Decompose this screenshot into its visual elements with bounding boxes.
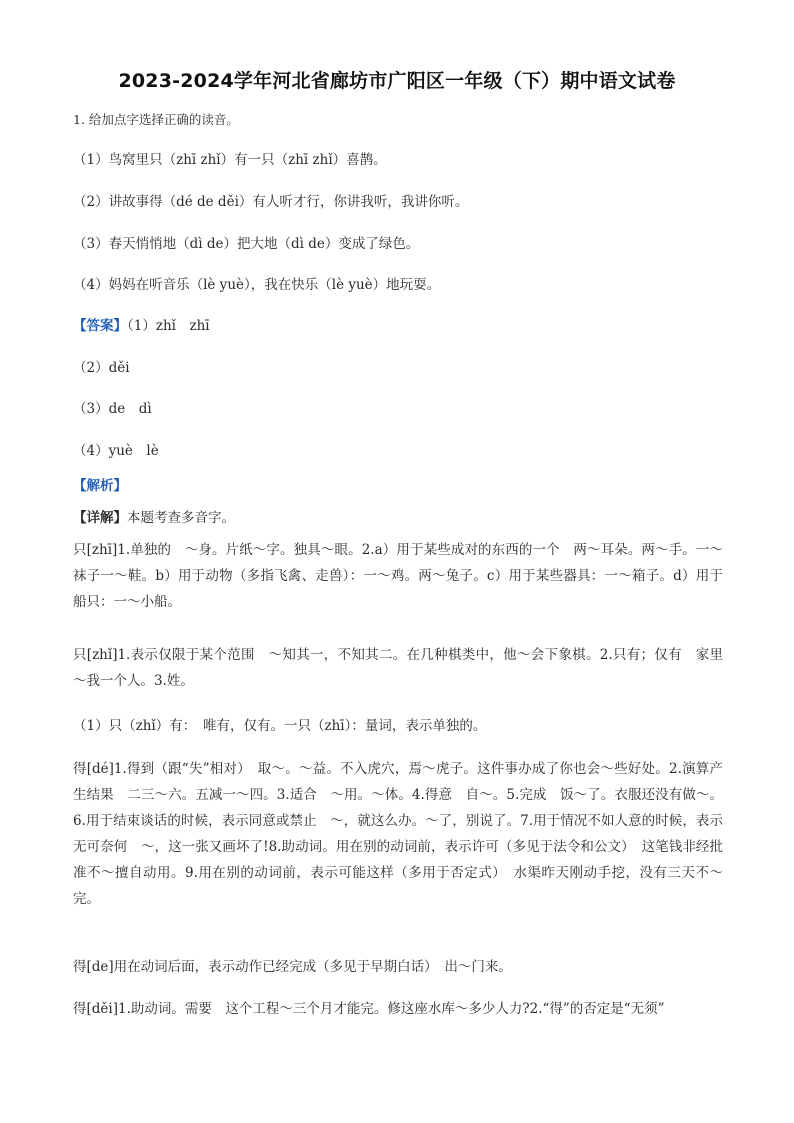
- analysis-text: 只[zhǐ]1.表示仅限于某个范围 ～知其一，不知其二。在几种棋类中，他～会下象棋。2.只有；仅有 家里～我一个人。3.姓。: [73, 647, 723, 689]
- analysis-text: 得[děi]1.助动词。需要 这个工程～三个月才能完。修这座水库～多少人力?2.“得”的否定是“无须”: [73, 1001, 665, 1017]
- analysis-paragraph-3: [73, 713, 723, 739]
- detail-label: 【详解】: [73, 510, 127, 526]
- analysis-text: （1）只（zhǐ）有： 唯有，仅有。一只（zhī）：量词，表示单独的。: [73, 718, 487, 734]
- answer-item-3: （3）de dì: [73, 401, 152, 417]
- question-item-1: （1）鸟窝里只（zhī zhǐ）有一只（zhī zhǐ）喜鹊。: [73, 152, 387, 168]
- answer-item-2: （2）děi: [73, 360, 130, 376]
- page-title: 2023-2024学年河北省廊坊市广阳区一年级（下）期中语文试卷: [118, 70, 676, 92]
- analysis-paragraph-5: [73, 954, 723, 980]
- analysis-paragraph-6: [73, 996, 723, 1022]
- detail-line: [73, 506, 235, 526]
- analysis-paragraph-4: [73, 756, 723, 912]
- question-prompt: 1. 给加点字选择正确的读音。: [73, 112, 239, 127]
- question-item-4: （4）妈妈在听音乐（lè yuè），我在快乐（lè yuè）地玩耍。: [73, 277, 441, 293]
- analysis-label: 【解析】: [73, 478, 127, 494]
- analysis-text: 只[zhī]1.单独的 ～身。片纸～字。独具～眼。2.a）用于某些成对的东西的一个 两～耳朵。两～手。一～袜子一～鞋。b）用于动物（多指飞禽、走兽）：一～鸡。两～兔子。c）用于某些器具：一～箱子。d）用于船只：一～小船。: [73, 542, 723, 610]
- question-item-2: （2）讲故事得（dé de děi）有人听才行，你讲我听，我讲你听。: [73, 194, 469, 210]
- answer-line-1: [73, 314, 210, 334]
- analysis-paragraph-1: [73, 537, 723, 615]
- answer-label: 【答案】: [73, 318, 127, 334]
- answer-item-4: （4）yuè lè: [73, 443, 159, 459]
- analysis-paragraph-2: [73, 642, 723, 694]
- detail-text: 本题考查多音字。: [127, 510, 235, 526]
- answer-item-1: （1）zhǐ zhī: [127, 318, 210, 334]
- analysis-text: 得[de]用在动词后面，表示动作已经完成（多见于早期白话） 出～门来。: [73, 959, 512, 975]
- question-item-3: （3）春天悄悄地（dì de）把大地（dì de）变成了绿色。: [73, 236, 420, 252]
- analysis-text: 得[dé]1.得到（跟“失”相对） 取～。～益。不入虎穴，焉～虎子。这件事办成了你也会～些好处。2.演算产生结果 二三～六。五减一～四。3.适合 ～用。～体。4.得意 自～。5.完成 饭～了。衣服还没有做～。6.用于结束谈话的时候，表示同意或禁止 ～，就这么办。～了，别说了。7.用于情况不如人意的时候，表示无可奈何 ～，这一张又画坏了!8.助动词。用在别的动词前，表示许可（多见于法令和公文） 这笔钱非经批准不～擅自动用。9.用在别的动词前，表示可能这样（多用于否定式） 水渠昨天刚动手挖，没有三天不～完。: [73, 761, 723, 907]
